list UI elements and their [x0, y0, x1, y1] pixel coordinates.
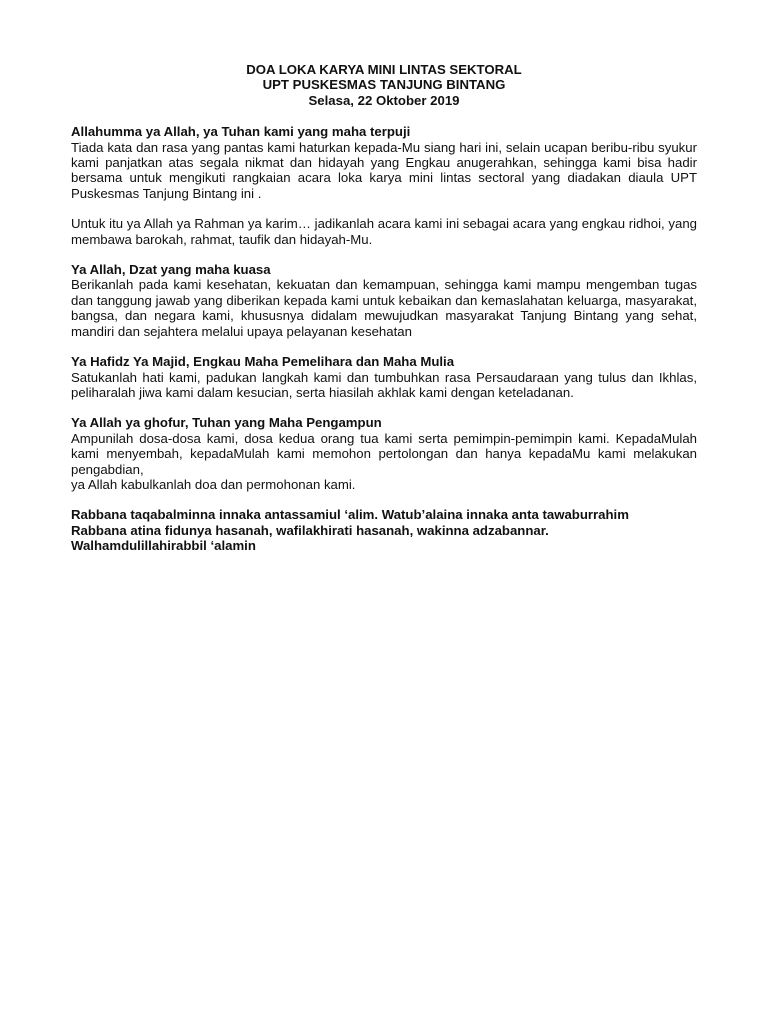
section-title: Ya Allah, Dzat yang maha kuasa: [71, 262, 271, 278]
closing-line: Rabbana atina fidunya hasanah, wafilakhirati hasanah, wakinna adzabannar.: [71, 522, 549, 538]
prayer-section-4: [71, 415, 697, 492]
header-date: Selasa, 22 Oktober 2019: [308, 92, 460, 108]
document-header: [71, 62, 697, 108]
closing-line: Rabbana taqabalminna innaka antassamiul ‘alim. Watub’alaina innaka anta tawaburrahim: [71, 507, 629, 523]
prayer-section-2: [71, 262, 697, 339]
section-title: Allahumma ya Allah, ya Tuhan kami yang maha terpuji: [71, 124, 411, 140]
header-title: DOA LOKA KARYA MINI LINTAS SEKTORAL: [246, 62, 522, 77]
section-title: Ya Hafidz Ya Majid, Engkau Maha Pemelihara dan Maha Mulia: [71, 354, 455, 370]
prayer-section-3: [71, 354, 697, 400]
closing-prayer: [71, 507, 697, 553]
closing-line: Walhamdulillahirabbil ‘alamin: [71, 538, 256, 554]
section-paragraph: Satukanlah hati kami, padukan langkah kami dan tumbuhkan rasa Persaudaraan yang tulus dan Ikhlas, peliharalah jiwa kami dalam kesucian, serta hiasilah akhlak kami dengan keteladanan.: [71, 369, 697, 400]
section-paragraph: Berikanlah pada kami kesehatan, kekuatan dan kemampuan, sehingga kami mampu mengemban tugas dan tanggung jawab yang diberikan kepada kami untuk kebaikan dan kemaslahatan keluarga, masyarakat, bangsa, dan negara kami, khususnya didalam mewujudkan masyarakat Tanjung Bintang yang sehat, mandiri dan sejahtera melalui upaya pelayanan kesehatan: [71, 277, 697, 339]
header-organization: UPT PUSKESMAS TANJUNG BINTANG: [262, 77, 506, 93]
section-paragraph: Tiada kata dan rasa yang pantas kami haturkan kepada-Mu siang hari ini, selain ucapan beribu-ribu syukur kami panjatkan atas segala nikmat dan hidayah yang Engkau anugerahkan, sehingga kami bisa hadir bersama untuk mengikuti rangkaian acara loka karya mini lintas sectoral yang diadakan diaula UPT Puskesmas Tanjung Bintang ini .: [71, 139, 697, 201]
section-title: Ya Allah ya ghofur, Tuhan yang Maha Pengampun: [71, 415, 382, 431]
document-page: [71, 62, 697, 554]
section-paragraph: Untuk itu ya Allah ya Rahman ya karim… jadikanlah acara kami ini sebagai acara yang engkau ridhoi, yang membawa barokah, rahmat, taufik dan hidayah-Mu.: [71, 216, 697, 247]
prayer-section-1: [71, 124, 697, 247]
section-paragraph: ya Allah kabulkanlah doa dan permohonan kami.: [71, 476, 356, 492]
section-paragraph: Ampunilah dosa-dosa kami, dosa kedua orang tua kami serta pemimpin-pemimpin kami. KepadaMulah kami menyembah, kepadaMulah kami memohon pertolongan dan hanya kepadaMu kami melakukan pengabdian,: [71, 430, 697, 477]
